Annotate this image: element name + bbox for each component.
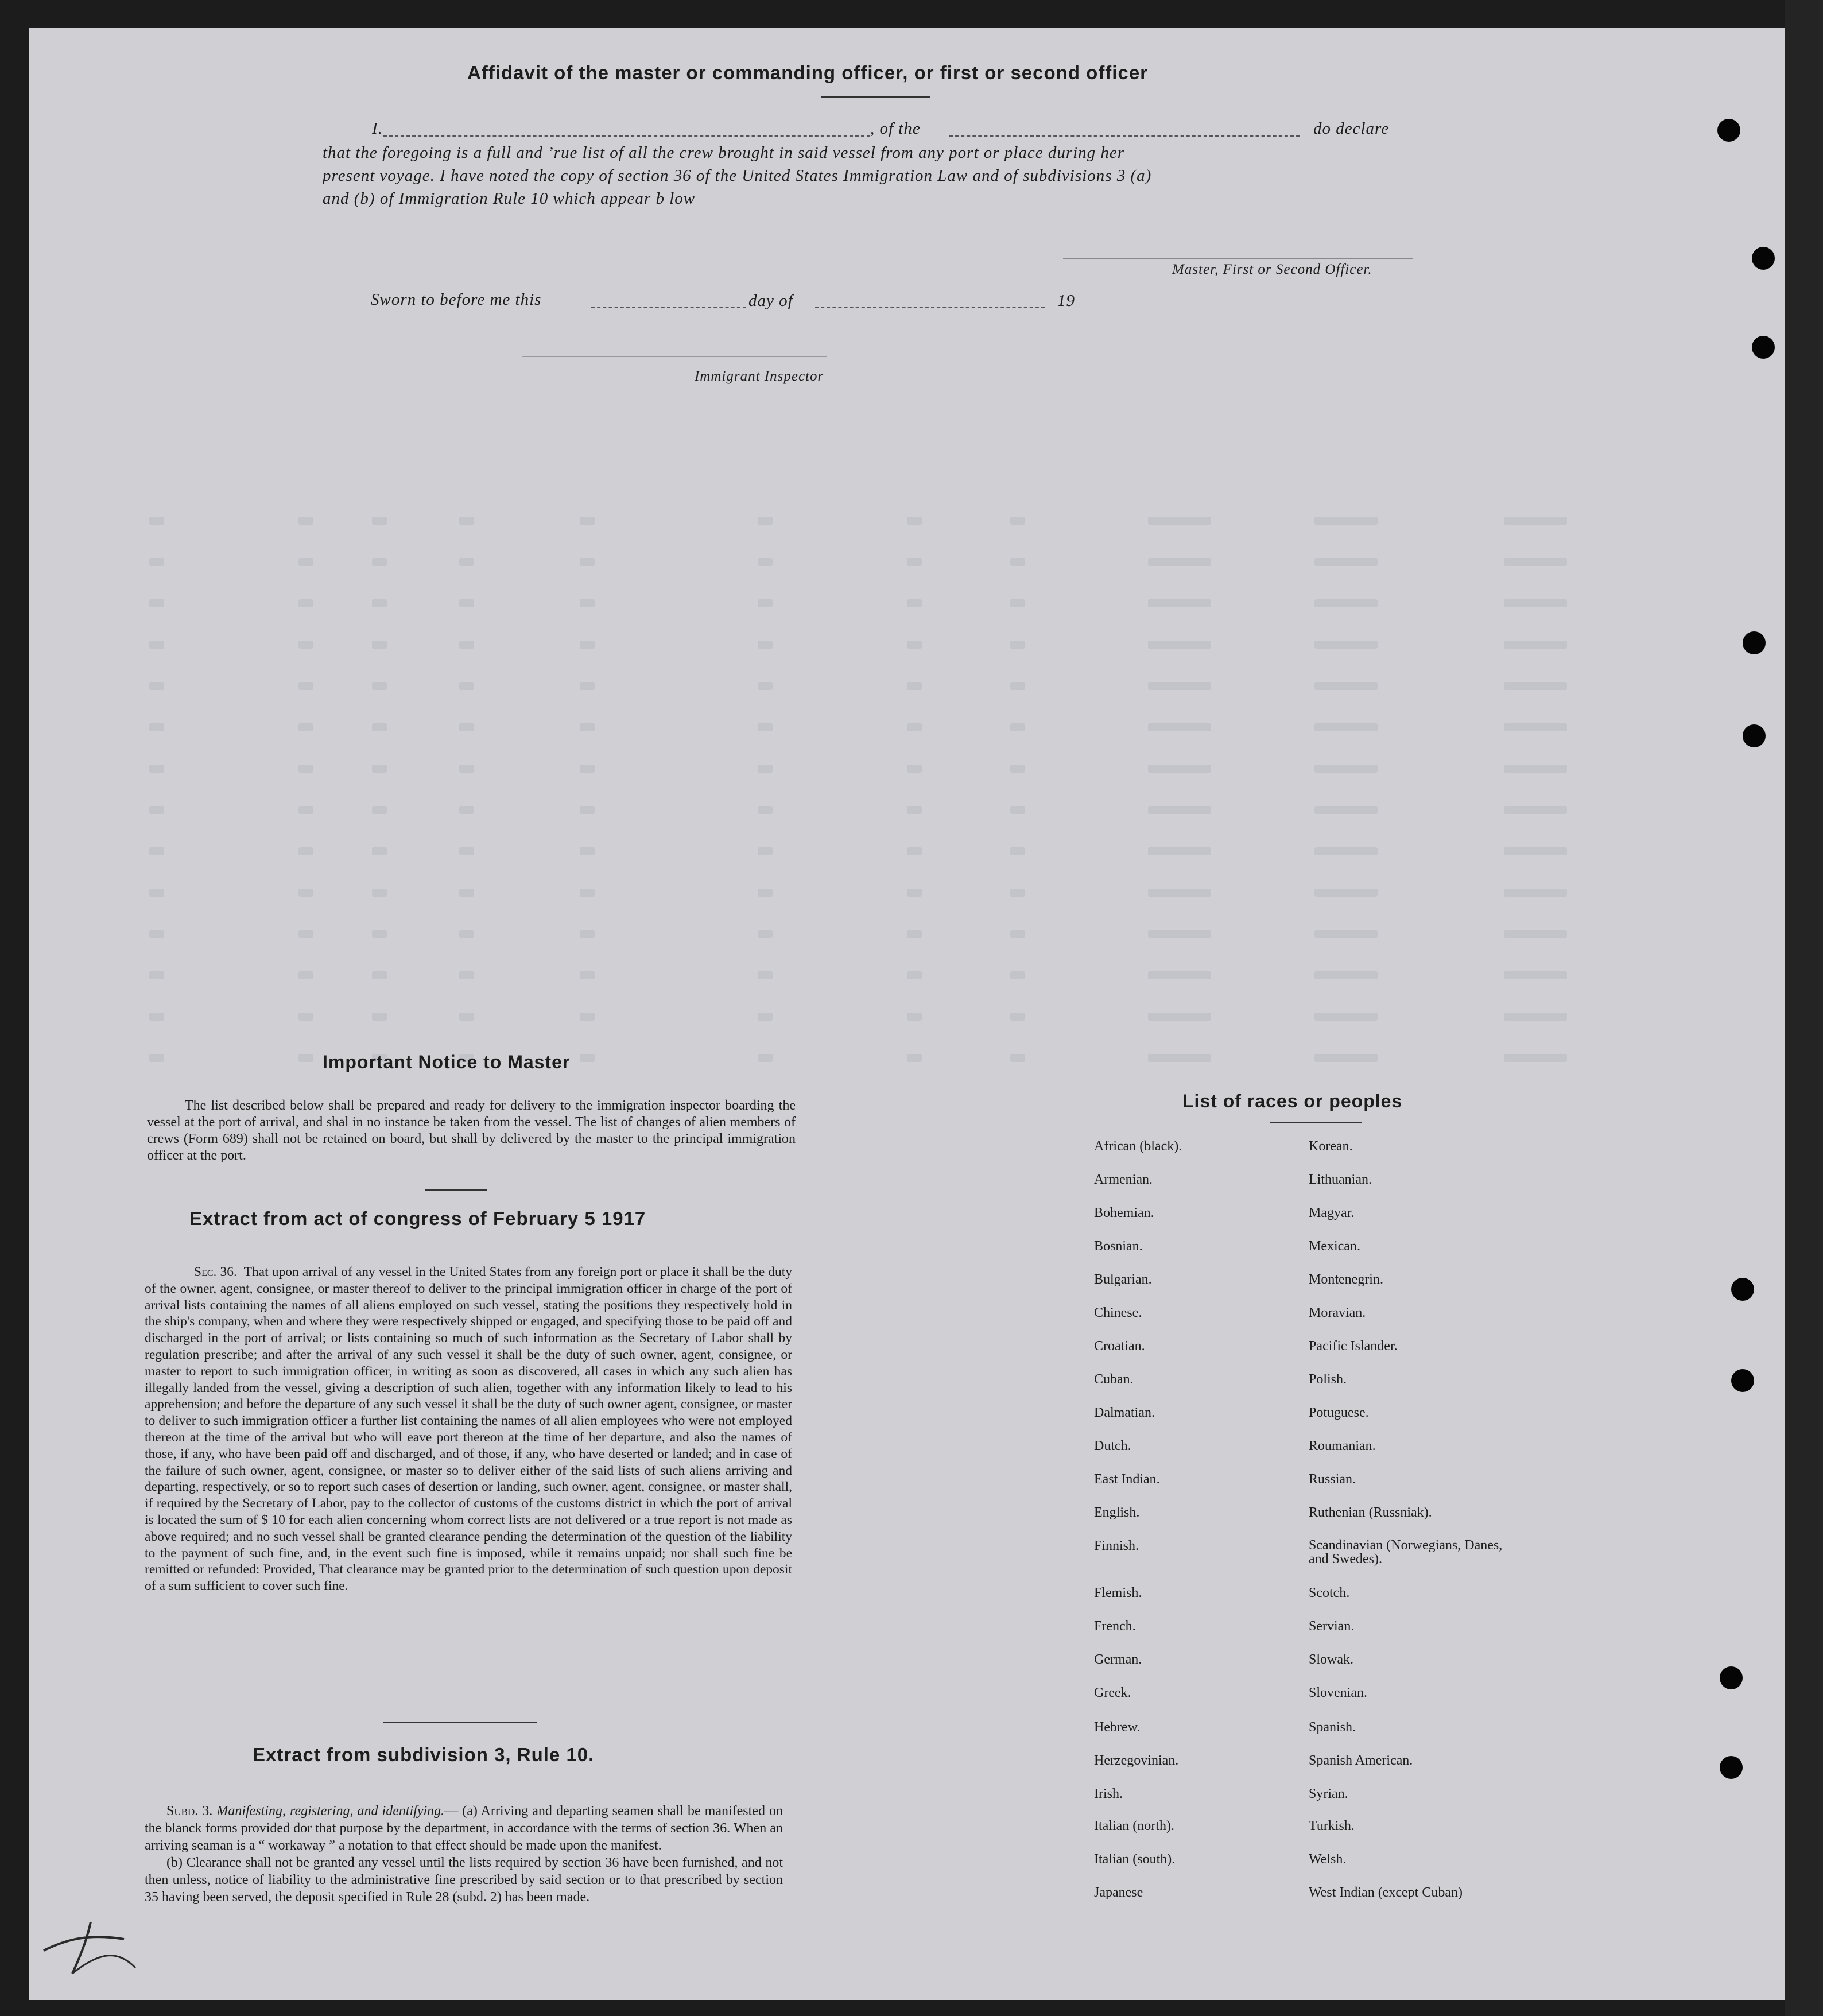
ghost-mark — [1314, 1054, 1378, 1062]
ghost-mark — [907, 971, 922, 979]
race-entry: Turkish. — [1309, 1819, 1355, 1833]
ghost-mark — [580, 806, 595, 814]
ghost-mark — [149, 1054, 164, 1062]
title-underline — [821, 96, 930, 98]
race-entry: German. — [1094, 1652, 1142, 1667]
ghost-mark — [1148, 806, 1211, 814]
ghost-mark — [372, 930, 387, 938]
ghost-mark — [459, 682, 474, 690]
ghost-mark — [1010, 723, 1025, 731]
sworn-prefix: Sworn to before me this — [371, 290, 542, 309]
ghost-mark — [298, 599, 313, 607]
signature-line — [1063, 258, 1413, 259]
ghost-mark — [580, 930, 595, 938]
ghost-mark — [149, 723, 164, 731]
ghost-mark — [758, 889, 773, 897]
race-entry: Spanish American. — [1309, 1753, 1413, 1768]
ghost-mark — [1148, 517, 1211, 525]
ghost-mark — [1148, 1013, 1211, 1021]
race-entry: Moravian. — [1309, 1305, 1366, 1320]
ghost-mark — [1010, 847, 1025, 855]
act-section-label: Sec. 36. — [194, 1265, 237, 1280]
ghost-mark — [1148, 847, 1211, 855]
ghost-mark — [372, 517, 387, 525]
ghost-mark — [459, 723, 474, 731]
race-entry: Croatian. — [1094, 1339, 1145, 1354]
ghost-mark — [1504, 599, 1567, 607]
punch-hole — [1743, 724, 1766, 747]
race-entry: Lithuanian. — [1309, 1172, 1372, 1187]
race-entry: Pacific Islander. — [1309, 1339, 1398, 1354]
race-entry: West Indian (except Cuban) — [1309, 1885, 1463, 1900]
ghost-mark — [459, 558, 474, 566]
ghost-mark — [580, 517, 595, 525]
ghost-mark — [149, 641, 164, 649]
ghost-mark — [1010, 558, 1025, 566]
ghost-mark — [298, 889, 313, 897]
race-entry: Dalmatian. — [1094, 1405, 1155, 1420]
ghost-mark — [758, 641, 773, 649]
ghost-mark — [1010, 971, 1025, 979]
race-entry: Bulgarian. — [1094, 1272, 1152, 1287]
ghost-mark — [298, 723, 313, 731]
race-entry: Servian. — [1309, 1619, 1355, 1634]
ghost-mark — [372, 599, 387, 607]
ghost-mark — [298, 1054, 313, 1062]
ghost-mark — [1314, 765, 1378, 773]
race-entry: Russian. — [1309, 1472, 1356, 1487]
ghost-mark — [758, 723, 773, 731]
ghost-mark — [758, 971, 773, 979]
ghost-mark — [372, 682, 387, 690]
ghost-mark — [372, 723, 387, 731]
ghost-mark — [907, 1054, 922, 1062]
ghost-mark — [907, 558, 922, 566]
ghost-mark — [907, 806, 922, 814]
ghost-mark — [758, 1054, 773, 1062]
ghost-mark — [907, 930, 922, 938]
ghost-mark — [298, 558, 313, 566]
ghost-mark — [1010, 599, 1025, 607]
race-entry: Ruthenian (Russniak). — [1309, 1505, 1432, 1520]
ghost-mark — [459, 765, 474, 773]
ghost-mark — [1148, 641, 1211, 649]
race-entry: French. — [1094, 1619, 1136, 1634]
race-entry: Slovenian. — [1309, 1685, 1367, 1700]
punch-hole — [1752, 336, 1775, 359]
affidavit-line1-of: , of the — [870, 119, 921, 138]
races-title: List of races or peoples — [1182, 1091, 1403, 1111]
race-entry: Chinese. — [1094, 1305, 1142, 1320]
ghost-mark — [1010, 1054, 1025, 1062]
punch-hole — [1731, 1369, 1754, 1392]
ghost-mark — [1504, 847, 1567, 855]
act-title: Extract from act of congress of February 5 1917 — [189, 1208, 646, 1229]
rule-subd-label: Subd. 3. — [166, 1804, 213, 1819]
ghost-mark — [149, 847, 164, 855]
ghost-mark — [372, 1013, 387, 1021]
ghost-mark — [1504, 1054, 1567, 1062]
race-entry: Dutch. — [1094, 1439, 1131, 1453]
ghost-mark — [149, 889, 164, 897]
ghost-mark — [1314, 1013, 1378, 1021]
ghost-mark — [758, 765, 773, 773]
notice-divider — [425, 1189, 487, 1191]
affidavit-line2: that the foregoing is a full and ʼrue list of all the crew brought in said vessel from any port or place during her — [323, 144, 1125, 162]
race-entry: Finnish. — [1094, 1538, 1139, 1553]
ghost-mark — [459, 971, 474, 979]
rule-body — [145, 1802, 783, 1906]
rule-para-b: (b) Clearance shall not be granted any vessel until the lists required by section 36 have been furnished, and not then unless, notice of liability to the administrative fine prescribed by said section or to that prescribed by section 35 having been served, the deposit specified in Rule 28 (subd. 2) has been made. — [145, 1855, 783, 1905]
ghost-mark — [298, 847, 313, 855]
ghost-mark — [580, 558, 595, 566]
race-entry: East Indian. — [1094, 1472, 1160, 1487]
rule-subd-heading: Manifesting, registering, and identifying. — [216, 1804, 445, 1819]
ghost-mark — [1010, 806, 1025, 814]
ghost-mark — [1148, 723, 1211, 731]
race-entry: Slowak. — [1309, 1652, 1353, 1667]
ghost-mark — [1314, 847, 1378, 855]
ghost-mark — [758, 558, 773, 566]
punch-hole — [1720, 1666, 1743, 1689]
ghost-mark — [907, 517, 922, 525]
ghost-mark — [1148, 682, 1211, 690]
race-entry: Roumanian. — [1309, 1439, 1376, 1453]
ghost-mark — [907, 641, 922, 649]
ghost-mark — [1010, 765, 1025, 773]
race-entry: Greek. — [1094, 1685, 1131, 1700]
rule-para-a: — (a) Arriving and departing seamen shall be manifested on the blanck forms provided dor that purpose by the department, in accordance with the terms of section 36. When an arriving seaman is a “ workaway ” a notation to that effect should be made upon the manifest. — [145, 1804, 783, 1853]
sworn-year: 19 — [1057, 292, 1075, 310]
ghost-mark — [149, 971, 164, 979]
races-underline — [1270, 1122, 1362, 1123]
ghost-mark — [1010, 930, 1025, 938]
ghost-mark — [149, 1013, 164, 1021]
race-entry: African (black). — [1094, 1139, 1182, 1154]
ghost-mark — [1504, 558, 1567, 566]
race-entry: Cuban. — [1094, 1372, 1134, 1387]
ghost-mark — [1010, 889, 1025, 897]
race-entry: Herzegovinian. — [1094, 1753, 1179, 1768]
ghost-mark — [298, 682, 313, 690]
ghost-mark — [1504, 930, 1567, 938]
notice-body: The list described below shall be prepared and ready for delivery to the immigration inspector boarding the vessel at the port of arrival, and shal in no instance be taken from the vessel. The list of changes of alien members of crews (Form 689) shall not be retained on board, but shall by delivered by the master to the principal immigration officer at the port. — [147, 1098, 796, 1163]
ghost-mark — [580, 889, 595, 897]
ghost-mark — [1504, 682, 1567, 690]
signature-label: Master, First or Second Officer. — [1172, 262, 1372, 277]
ghost-mark — [459, 847, 474, 855]
ghost-mark — [459, 517, 474, 525]
ghost-mark — [580, 682, 595, 690]
ghost-mark — [907, 765, 922, 773]
punch-hole — [1752, 247, 1775, 270]
name-blank — [383, 135, 870, 137]
rule-title: Extract from subdivision 3, Rule 10. — [253, 1744, 595, 1765]
ghost-mark — [1504, 765, 1567, 773]
ghost-mark — [758, 847, 773, 855]
ghost-mark — [1504, 889, 1567, 897]
ghost-mark — [372, 641, 387, 649]
ghost-mark — [298, 930, 313, 938]
ghost-mark — [372, 971, 387, 979]
ghost-mark — [758, 1013, 773, 1021]
race-entry: Scandinavian (Norwegians, Danes, and Swedes). — [1309, 1538, 1503, 1567]
race-entry: Hebrew. — [1094, 1720, 1141, 1735]
act-divider — [383, 1722, 537, 1723]
ghost-mark — [907, 889, 922, 897]
ghost-mark — [758, 806, 773, 814]
ghost-mark — [1148, 599, 1211, 607]
ghost-mark — [149, 806, 164, 814]
notice-title: Important Notice to Master — [323, 1052, 571, 1072]
race-entry: Japanese — [1094, 1885, 1143, 1900]
ghost-mark — [298, 641, 313, 649]
ghost-mark — [1010, 641, 1025, 649]
ghost-mark — [149, 599, 164, 607]
ghost-mark — [1148, 765, 1211, 773]
ghost-mark — [580, 599, 595, 607]
ghost-mark — [580, 1013, 595, 1021]
ghost-mark — [580, 1054, 595, 1062]
ghost-mark — [1010, 517, 1025, 525]
ghost-mark — [298, 971, 313, 979]
sworn-day-of: day of — [748, 292, 793, 310]
ghost-mark — [1314, 558, 1378, 566]
ghost-mark — [1010, 682, 1025, 690]
ghost-mark — [149, 765, 164, 773]
vessel-blank — [949, 135, 1300, 137]
ghost-mark — [459, 889, 474, 897]
ghost-mark — [298, 806, 313, 814]
ghost-mark — [298, 1013, 313, 1021]
punch-hole — [1717, 119, 1740, 142]
ghost-mark — [1148, 1054, 1211, 1062]
ghost-mark — [1314, 889, 1378, 897]
ghost-mark — [580, 847, 595, 855]
ghost-mark — [1504, 806, 1567, 814]
ghost-mark — [758, 599, 773, 607]
ghost-mark — [149, 558, 164, 566]
ghost-mark — [580, 723, 595, 731]
affidavit-line1-i: I. — [372, 119, 383, 138]
ghost-mark — [149, 517, 164, 525]
ghost-mark — [758, 682, 773, 690]
ghost-mark — [372, 806, 387, 814]
affidavit-line3: present voyage. I have noted the copy of section 36 of the United States Immigration Law and of subdivisions 3 (a) — [323, 166, 1152, 185]
race-entry: Korean. — [1309, 1139, 1353, 1154]
ghost-mark — [907, 599, 922, 607]
affidavit-line4: and (b) of Immigration Rule 10 which appear b low — [323, 189, 696, 208]
ghost-mark — [459, 1013, 474, 1021]
ghost-mark — [459, 641, 474, 649]
ghost-mark — [1314, 517, 1378, 525]
ghost-mark — [1504, 641, 1567, 649]
ghost-mark — [372, 765, 387, 773]
ghost-mark — [1314, 723, 1378, 731]
race-entry: Welsh. — [1309, 1852, 1347, 1867]
ghost-mark — [1314, 641, 1378, 649]
race-entry: Bosnian. — [1094, 1239, 1143, 1254]
ghost-mark — [580, 641, 595, 649]
ghost-mark — [1314, 971, 1378, 979]
ghost-mark — [1314, 599, 1378, 607]
ghost-mark — [907, 847, 922, 855]
affidavit-line1-declare: do declare — [1313, 119, 1390, 138]
affidavit-title: Affidavit of the master or commanding officer, or first or second officer — [467, 62, 1149, 83]
ghost-mark — [1504, 1013, 1567, 1021]
race-entry: Armenian. — [1094, 1172, 1153, 1187]
ghost-mark — [1148, 930, 1211, 938]
punch-hole — [1731, 1278, 1754, 1301]
ghost-mark — [580, 765, 595, 773]
race-entry: English. — [1094, 1505, 1140, 1520]
inspector-line — [522, 356, 827, 357]
race-entry: Montenegrin. — [1309, 1272, 1383, 1287]
ghost-mark — [758, 517, 773, 525]
ghost-mark — [758, 930, 773, 938]
ghost-mark — [459, 599, 474, 607]
race-entry: Italian (north). — [1094, 1819, 1174, 1833]
ghost-mark — [1314, 682, 1378, 690]
scan-border — [1785, 0, 1823, 2016]
ghost-mark — [149, 930, 164, 938]
act-body — [145, 1264, 792, 1595]
ghost-mark — [1504, 723, 1567, 731]
ghost-mark — [1314, 806, 1378, 814]
ghost-mark — [1148, 971, 1211, 979]
punch-hole — [1720, 1756, 1743, 1779]
ghost-mark — [1314, 930, 1378, 938]
race-entry: Potuguese. — [1309, 1405, 1369, 1420]
ghost-mark — [372, 889, 387, 897]
sworn-day-blank — [591, 307, 746, 308]
ghost-mark — [1504, 517, 1567, 525]
ghost-mark — [1148, 889, 1211, 897]
inspector-label: Immigrant Inspector — [695, 369, 824, 384]
ghost-mark — [1010, 1013, 1025, 1021]
punch-hole — [1743, 631, 1766, 654]
ghost-mark — [372, 847, 387, 855]
race-entry: Italian (south). — [1094, 1852, 1176, 1867]
race-entry: Spanish. — [1309, 1720, 1356, 1735]
sworn-month-blank — [815, 307, 1045, 308]
ghost-mark — [907, 682, 922, 690]
race-entry: Bohemian. — [1094, 1205, 1154, 1220]
ghost-mark — [372, 558, 387, 566]
race-entry: Scotch. — [1309, 1585, 1350, 1600]
race-entry: Mexican. — [1309, 1239, 1360, 1254]
ghost-mark — [580, 971, 595, 979]
ghost-mark — [1148, 558, 1211, 566]
ghost-mark — [298, 517, 313, 525]
ghost-mark — [907, 1013, 922, 1021]
handwritten-mark-icon — [38, 1916, 147, 1979]
race-entry: Magyar. — [1309, 1205, 1355, 1220]
race-entry: Flemish. — [1094, 1585, 1142, 1600]
ghost-mark — [459, 806, 474, 814]
race-entry: Irish. — [1094, 1786, 1123, 1801]
race-entry: Syrian. — [1309, 1786, 1348, 1801]
act-text: That upon arrival of any vessel in the United States from any foreign port or place it shall be the duty of the owner, agent, consignee, or master thereof to deliver to the principal immigration officer in charge of the port of arrival lists containing the names of all aliens employed on such vessel, stating the positions they respectively hold in the ship's company, when and where they were respectively shipped or engaged, and specifying those to be paid off and discharged in the port of arrival; or lists containing so much of such information as the Secretary of Labor shall by regulation prescribe; and after the arrival of any such vessel it shall be the duty of such owner, agent, consignee, or master to report to such immigration officer, in writing as soon as discovered, all cases in which any such alien has illegally landed from the vessel, giving a description of such alien, together with any information likely to lead to his apprehension; and before the departure of any such vessel it shall be the duty of such owner agent, consignee, or master to deliver to such immigration officer a further list containing the names of all alien employees who were not employed thereon at the time of the arrival but who will eave port thereon at the time of her departure, and also the names of those, if any, who have been paid off and discharged, and of those, if any, who have deserted or landed; and in case of the failure of such owner, agent, consignee, or master so to deliver either of the said lists of such aliens arriving and departing, respectively, or so to report such cases of desertion or landing, such owner, agent, consignee, or master shall, if required by the Secretary of Labor, pay to the collector of customs of the customs district in which the port of arrival is located the sum of $ 10 for each alien concerning whom correct lists are not delivered or a true report is not made as above required; and no such vessel shall be granted clearance pending the determination of the question of the liability to the payment of such fine, and, in the event such fine is imposed, while it remains unpaid; nor shall such fine be remitted or refunded: Provided, That clearance may be granted prior to the determination of such question upon deposit of a sum sufficient to cover such fine. — [145, 1265, 793, 1594]
ghost-mark — [907, 723, 922, 731]
ghost-mark — [1504, 971, 1567, 979]
ghost-mark — [298, 765, 313, 773]
ghost-mark — [149, 682, 164, 690]
race-entry: Polish. — [1309, 1372, 1347, 1387]
ghost-mark — [459, 930, 474, 938]
